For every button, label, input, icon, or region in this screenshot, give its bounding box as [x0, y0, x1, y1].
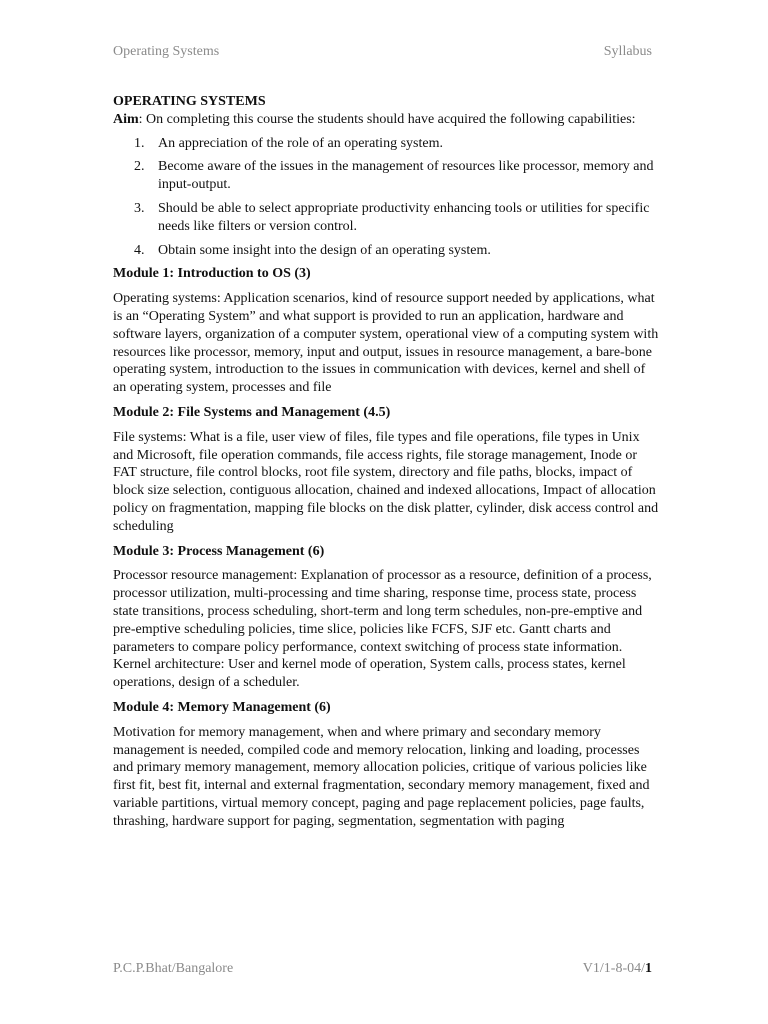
- module-heading: Module 1: Introduction to OS (3): [113, 266, 311, 282]
- module-body: Operating systems: Application scenarios, kind of resource support needed by applications, what is an “Operating System” and what support is provided to run an application, hardware and software layers, organization of a computer system, operational view of a computing system with resources like processor, memory, input and output, issues in resource management, a bare-bone operating system, introduction to the issues in communication with devices, kernel and shell of an operating system, processes and file: [113, 291, 659, 396]
- list-item-number: 3.: [134, 200, 145, 216]
- document-content: [113, 93, 661, 837]
- aims-list: [113, 135, 661, 260]
- module-3-section: [113, 543, 661, 692]
- list-item-number: 1.: [134, 135, 145, 151]
- page-header: [113, 44, 652, 60]
- page-footer: [113, 961, 652, 977]
- list-item-number: 2.: [134, 159, 145, 175]
- module-1-section: [113, 265, 661, 397]
- list-item: [113, 135, 661, 153]
- aim-text: : On completing this course the students should have acquired the following capabilities:: [138, 111, 636, 127]
- footer-version-text: V1/1-8-04/: [582, 961, 645, 976]
- header-section-title: Syllabus: [603, 44, 652, 59]
- module-heading: Module 3: Process Management (6): [113, 543, 325, 559]
- footer-version: [583, 961, 652, 977]
- list-item-number: 4.: [134, 242, 145, 258]
- list-item: [113, 242, 661, 260]
- module-body: Processor resource management: Explanation of processor as a resource, definition of a process, processor utilization, multi-processing and time sharing, response time, process state, process state transitions, process scheduling, short-term and long term schedules, non-pre-emptive and pre-emptive scheduling policies, time slice, policies like FCFS, SJF etc. Gantt charts and parameters to compare policy performance, context switching of process state information. Kernel architecture: User and kernel mode of operation, System calls, process states, kernel operations, design of a scheduler.: [113, 568, 652, 691]
- document-title: OPERATING SYSTEMS: [113, 94, 266, 109]
- list-item-text: Should be able to select appropriate productivity enhancing tools or utilities for specific needs like filters or version control.: [158, 200, 650, 234]
- list-item-text: Become aware of the issues in the management of resources like processor, memory and input-output.: [158, 159, 654, 193]
- module-body: Motivation for memory management, when and where primary and secondary memory management is needed, compiled code and memory relocation, linking and loading, processes and primary memory management, memory allocation policies, critique of various policies like first fit, best fit, internal and external fragmentation, secondary memory management, fixed and variable partitions, virtual memory concept, paging and page replacement policies, page faults, thrashing, hardware support for paging, segmentation, segmentation with paging: [113, 724, 650, 829]
- aim-label: Aim: [113, 111, 139, 127]
- module-2-section: [113, 404, 661, 536]
- module-heading: Module 4: Memory Management (6): [113, 699, 331, 715]
- header-course-title: Operating Systems: [113, 44, 220, 59]
- aim-paragraph: [113, 111, 661, 129]
- footer-author: P.C.P.Bhat/Bangalore: [113, 961, 234, 976]
- list-item: [113, 200, 661, 236]
- list-item: [113, 158, 661, 194]
- module-heading: Module 2: File Systems and Management (4.5): [113, 404, 391, 420]
- list-item-text: An appreciation of the role of an operating system.: [158, 135, 443, 151]
- page-number: 1: [645, 961, 652, 976]
- module-body: File systems: What is a file, user view of files, file types and file operations, file types in Unix and Microsoft, file operation commands, file access rights, file storage management, Inode or FAT structure, file control blocks, root file system, directory and file paths, blocks, impact of block size selection, contiguous allocation, chained and indexed allocations, Impact of allocation policy on fragmentation, mapping file blocks on the disk platter, cylinder, disk access control and scheduling: [113, 429, 659, 534]
- module-4-section: [113, 699, 661, 831]
- list-item-text: Obtain some insight into the design of an operating system.: [158, 242, 491, 258]
